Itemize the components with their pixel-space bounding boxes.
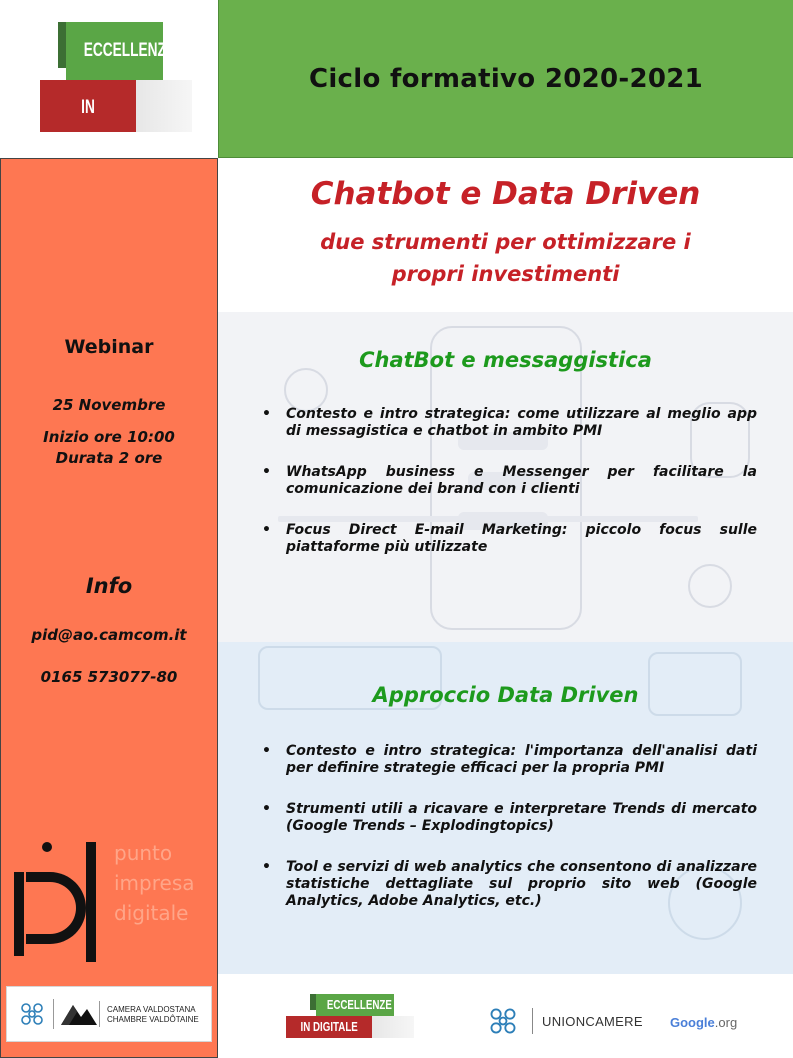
header-banner: [218, 0, 793, 158]
list-item: • Focus Direct E-mail Marketing: piccolo focus sulle piattaforme più utilizzate: [262, 522, 757, 556]
footer-logo-grey: [366, 1016, 414, 1038]
list-item: • Strumenti utili a ricavare e interpretare Trends di mercato (Google Trends – Explodingtopics): [262, 801, 757, 835]
eccellenze-logo-box: [0, 0, 219, 158]
mountain-icon: [61, 1003, 97, 1025]
footer-logo-red: [286, 1016, 372, 1038]
pid-logo: [14, 838, 214, 968]
logo-text-eccellenze: ECCELLENZE: [83, 40, 175, 61]
main-subtitle-line1: due strumenti per ottimizzare i: [320, 230, 691, 254]
footer-logo-green: [316, 994, 394, 1016]
pid-bowl: [26, 872, 86, 944]
event-date: 25 Novembre: [52, 396, 166, 414]
logo-green-block: [66, 22, 175, 80]
footer-eccellenze-logo: [286, 990, 416, 1040]
event-type: Webinar: [64, 336, 154, 358]
section-data-driven-title: Approccio Data Driven: [372, 683, 639, 707]
contact-email: pid@ao.camcom.it: [31, 626, 187, 644]
logo-red-block: [40, 80, 136, 132]
chamber-divider-2: [99, 1001, 100, 1027]
chamber-divider: [53, 999, 54, 1029]
unioncamere-label: UNIONCAMERE: [542, 1014, 643, 1029]
footer-logo-text-1: ECCELLENZE: [326, 997, 392, 1012]
unioncamere-emblem-icon: [488, 1006, 518, 1036]
chamber-line-1: CAMERA VALDOSTANA: [107, 1005, 196, 1014]
chamber-line-2: CHAMBRE VALDÔTAINE: [107, 1015, 199, 1024]
contact-phone: 0165 573077-80: [40, 668, 178, 686]
google-wordmark: Google: [670, 1015, 715, 1030]
pid-stem-left: [14, 872, 24, 956]
event-duration: Durata 2 ore: [55, 449, 163, 467]
pid-word-2: impresa: [114, 871, 195, 895]
chamber-logo-box: [6, 986, 212, 1042]
google-org-suffix: .org: [714, 1015, 738, 1030]
pid-word-1: punto: [114, 841, 173, 865]
logo-grey-block: [130, 80, 192, 132]
footer-logo-text-2: IN DIGITALE: [300, 1019, 358, 1034]
pid-dot: [42, 842, 52, 852]
main-subtitle-line2: propri investimenti: [391, 262, 620, 286]
pid-stem-right: [86, 842, 96, 962]
chamber-name: [107, 1005, 199, 1025]
list-item: • Contesto e intro strategica: come utilizzare al meglio app di messagistica e chatbot in ambito PMI: [262, 406, 757, 440]
list-item: • WhatsApp business e Messenger per facilitare la comunicazione dei brand con i clienti: [262, 464, 757, 498]
data-driven-topic-list: [262, 743, 757, 934]
page-title: Ciclo formativo 2020-2021: [308, 63, 704, 94]
list-item: • Contesto e intro strategica: l'importanza dell'analisi dati per definire strategie efficaci per la propria PMI: [262, 743, 757, 777]
chatbot-topic-list: [262, 406, 757, 580]
unioncamere-divider: [532, 1008, 533, 1034]
logo-text-in-digitale: IN: [81, 97, 95, 118]
google-org-logo: [670, 1015, 737, 1030]
list-item: • Tool e servizi di web analytics che consentono di analizzare statistiche dettagliate sul proprio sito web (Google Analytics, Adobe Analytics, etc.): [262, 859, 757, 910]
event-start: Inizio ore 10:00: [43, 428, 175, 446]
chamber-emblem-icon: [19, 1001, 45, 1027]
main-title: Chatbot e Data Driven: [310, 176, 701, 212]
section-chatbot-title: ChatBot e messaggistica: [359, 348, 652, 372]
info-heading: Info: [85, 574, 133, 598]
pid-word-3: digitale: [114, 901, 189, 925]
